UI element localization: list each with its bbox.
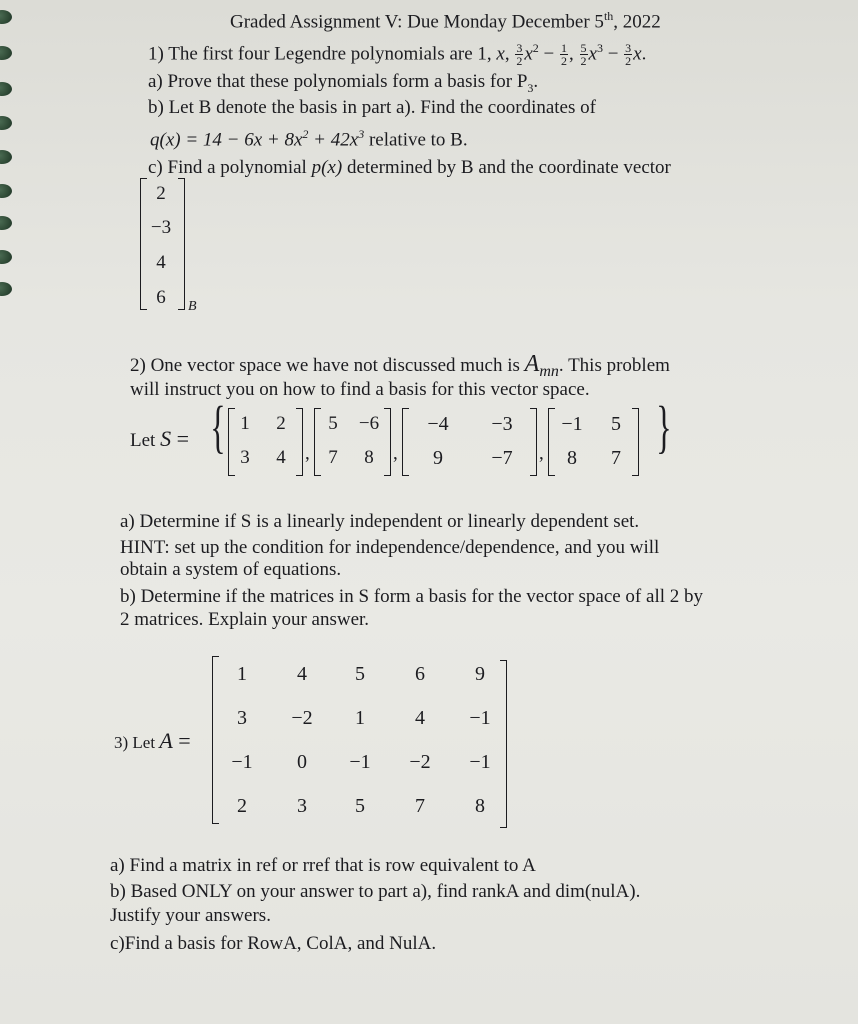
- matrix-a-entry: 1: [237, 663, 247, 685]
- matrix-a-entry: 4: [297, 663, 307, 685]
- a-mn-subscript: mn: [539, 362, 559, 380]
- period: .: [533, 71, 539, 92]
- binding-ring: [0, 10, 12, 24]
- binding-ring: [0, 150, 12, 164]
- frac-den: 2: [625, 54, 632, 69]
- matrix-entry: 1: [240, 413, 250, 434]
- fraction-five-halves: [580, 42, 588, 67]
- vector-entry: −3: [150, 217, 172, 238]
- spiral-binding: [0, 0, 22, 1024]
- subscript: 3: [527, 80, 534, 95]
- frac-den: 2: [561, 54, 568, 69]
- fraction-three-halves: [624, 42, 632, 67]
- binding-ring: [0, 116, 12, 130]
- let-a-label: [114, 730, 191, 752]
- matrix-entry: −7: [491, 447, 513, 469]
- vector-entry: 6: [156, 287, 166, 308]
- matrix-right-bracket: [384, 408, 391, 476]
- binding-ring: [0, 250, 12, 264]
- matrix-a-entry: −1: [231, 751, 253, 773]
- poly-x: x: [496, 43, 505, 65]
- q1-part-c: [148, 158, 671, 177]
- minus-sign: −: [607, 43, 619, 65]
- matrix-entry: 8: [567, 447, 577, 469]
- q1-part-a: [148, 72, 538, 94]
- matrix-a-entry: 9: [475, 663, 485, 685]
- q-poly-text: q(x) = 14 − 6x + 8x: [150, 129, 303, 151]
- q-poly-end: relative to B.: [364, 129, 468, 151]
- minus-sign: −: [543, 43, 555, 65]
- matrix-left-bracket: [402, 408, 409, 476]
- q1-number: 1): [148, 43, 164, 65]
- matrix-a-entry: 5: [355, 663, 365, 685]
- q2-part-a-line3: obtain a system of equations.: [120, 559, 342, 580]
- q3-part-c: c)Find a basis for RowA, ColA, and NulA.: [110, 933, 437, 954]
- matrix-entry: 5: [611, 413, 621, 435]
- frac-num: 3: [516, 41, 523, 56]
- frac-num: 5: [580, 41, 587, 56]
- q3-part-a: a) Find a matrix in ref or rref that is row equivalent to A: [110, 855, 536, 876]
- frac-num: 1: [561, 41, 568, 56]
- matrix-entry: 7: [611, 447, 621, 469]
- matrix-a-entry: 0: [297, 751, 307, 773]
- vector-right-bracket: [178, 178, 185, 310]
- q2-part-b-line2: 2 matrices. Explain your answer.: [120, 609, 370, 630]
- matrix-a-entry: 6: [415, 663, 425, 685]
- exponent: 3: [358, 127, 365, 141]
- q-polynomial: [150, 128, 468, 149]
- a-mn-symbol: A: [524, 351, 540, 377]
- matrix-entry: 7: [328, 447, 338, 468]
- q1-part-b: b) Let B denote the basis in part a). Find the coordinates of: [148, 97, 596, 118]
- p-of-x: p(x): [311, 157, 343, 178]
- q1-intro-text: The first four Legendre polynomials are 1,: [168, 43, 492, 65]
- q2-intro-post: . This problem: [558, 355, 670, 376]
- a-symbol: A: [159, 728, 173, 753]
- matrix-comma: ,: [393, 443, 398, 464]
- matrix-entry: 9: [433, 447, 443, 469]
- matrix-entry: 8: [364, 447, 374, 468]
- q2-part-a-line1: a) Determine if S is a linearly independent or linearly dependent set.: [120, 511, 640, 532]
- exponent: 2: [532, 41, 539, 55]
- matrix-right-bracket: [530, 408, 537, 476]
- matrix-a-left-bracket: [212, 656, 219, 824]
- poly-x: x: [524, 43, 533, 65]
- vector-entry: 2: [156, 183, 166, 204]
- vector-subscript-b: B: [188, 299, 197, 314]
- q1c-pre: c) Find a polynomial: [148, 157, 312, 178]
- matrix-a-entry: 8: [475, 795, 485, 817]
- matrix-comma: ,: [539, 443, 544, 464]
- matrix-entry: −6: [358, 413, 380, 434]
- q2-intro: [130, 352, 670, 380]
- let-text: Let: [130, 430, 161, 451]
- matrix-a-entry: 3: [297, 795, 307, 817]
- binding-ring: [0, 82, 12, 96]
- exponent: 2: [302, 127, 309, 141]
- title-text: Graded Assignment V: Due Monday December 5: [230, 11, 604, 33]
- fraction-one-half: [560, 42, 568, 67]
- matrix-comma: ,: [305, 443, 310, 464]
- let-s-label: [130, 428, 189, 450]
- frac-den: 2: [580, 54, 587, 69]
- let-text: 3) Let: [114, 733, 160, 752]
- q1a-text: a) Prove that these polynomials form a basis for P: [148, 71, 528, 92]
- q-poly-mid: + 42x: [308, 129, 359, 151]
- matrix-a-entry: 5: [355, 795, 365, 817]
- matrix-a-entry: 2: [237, 795, 247, 817]
- matrix-a-right-bracket: [500, 660, 507, 828]
- matrix-a-entry: 3: [237, 707, 247, 729]
- q2-intro-pre: 2) One vector space we have not discussed much is: [130, 355, 525, 376]
- poly-x: x: [633, 43, 642, 65]
- set-open-brace: {: [210, 394, 226, 459]
- matrix-a-entry: 4: [415, 707, 425, 729]
- exponent: 3: [596, 41, 603, 55]
- matrix-a-entry: −1: [349, 751, 371, 773]
- binding-ring: [0, 282, 12, 296]
- matrix-a-entry: 1: [355, 707, 365, 729]
- matrix-entry: 4: [276, 447, 286, 468]
- binding-ring: [0, 184, 12, 198]
- matrix-entry: 2: [276, 413, 286, 434]
- q1-intro: 1) The first four Legendre polynomials are 1, x, $\frac{3}{2}$ $x^2$ − $\frac{1}{2}$ , $\frac{5}{2}$ $x^3$ − $\frac{3}{2}$ x.: [148, 41, 647, 69]
- matrix-a-entry: −2: [409, 751, 431, 773]
- q2-part-a-line2: HINT: set up the condition for independence/dependence, and you will: [120, 537, 660, 558]
- poly-x: x: [588, 43, 597, 65]
- frac-num: 3: [625, 41, 632, 56]
- vector-entry: 4: [156, 252, 166, 273]
- set-close-brace: }: [656, 394, 672, 459]
- q3-part-b-line2: Justify your answers.: [110, 905, 271, 926]
- q1c-post: determined by B and the coordinate vector: [342, 157, 671, 178]
- fraction-three-halves: [515, 42, 523, 67]
- s-symbol: S: [160, 426, 172, 451]
- matrix-a-entry: −1: [469, 751, 491, 773]
- equals-sign: =: [171, 426, 189, 451]
- matrix-entry: −1: [561, 413, 583, 435]
- q3-part-b-line1: b) Based ONLY on your answer to part a), find rankA and dim(nulA).: [110, 881, 641, 902]
- matrix-a-entry: 7: [415, 795, 425, 817]
- equals-sign: =: [172, 728, 191, 753]
- matrix-entry: 5: [328, 413, 338, 434]
- title-superscript: th: [603, 9, 614, 23]
- matrix-entry: 3: [240, 447, 250, 468]
- binding-ring: [0, 46, 12, 60]
- matrix-right-bracket: [296, 408, 303, 476]
- matrix-entry: −3: [491, 413, 513, 435]
- q2-intro-line2: will instruct you on how to find a basis for this vector space.: [130, 379, 590, 400]
- matrix-a-entry: −1: [469, 707, 491, 729]
- matrix-entry: −4: [427, 413, 449, 435]
- assignment-title: [230, 10, 661, 31]
- binding-ring: [0, 216, 12, 230]
- frac-den: 2: [516, 54, 523, 69]
- q2-part-b-line1: b) Determine if the matrices in S form a basis for the vector space of all 2 by: [120, 586, 703, 607]
- matrix-a-entry: −2: [291, 707, 313, 729]
- title-year: , 2022: [613, 11, 661, 33]
